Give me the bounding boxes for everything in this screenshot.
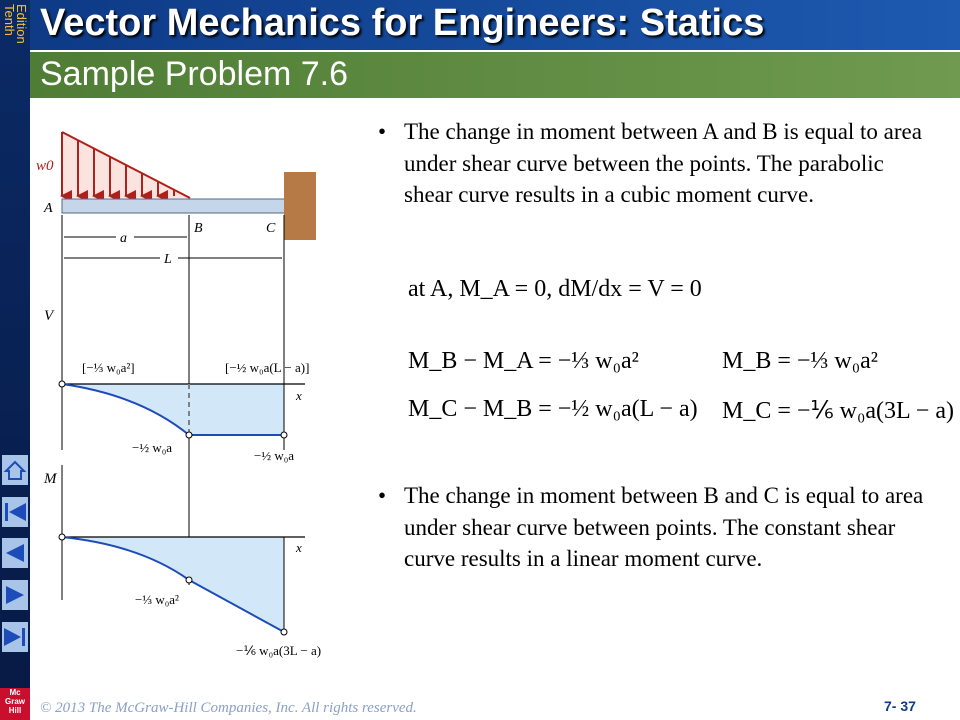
- home-icon: [2, 455, 28, 485]
- equation-2: M_B − M_A = −⅓ w₀a²: [408, 348, 639, 374]
- distributed-load: [62, 132, 190, 198]
- book-title: Vector Mechanics for Engineers: Statics: [40, 2, 765, 44]
- moment-c-label: −⅙ w₀a(3L − a): [236, 643, 322, 658]
- next-slide-icon: [2, 580, 28, 610]
- next-slide-button[interactable]: [2, 580, 28, 610]
- point-c-label: C: [266, 221, 276, 236]
- equation-4: M_C − M_B = −½ w₀a(L − a): [408, 396, 698, 422]
- logo-line-2: Graw: [4, 697, 25, 706]
- mcgraw-hill-logo: [0, 688, 30, 720]
- bullet-1: [378, 116, 938, 211]
- v-x-axis-label: x: [296, 388, 302, 403]
- equation-5: M_C = −⅙ w₀a(3L − a): [722, 398, 954, 424]
- dim-L-label: L: [164, 252, 172, 267]
- previous-slide-icon: [2, 538, 28, 568]
- sidebar: [0, 0, 30, 720]
- moment-b-label: −⅓ w₀a²: [135, 592, 179, 607]
- copyright-text: © 2013 The McGraw-Hill Companies, Inc. All rights reserved.: [40, 700, 417, 716]
- m-x-axis-label: x: [296, 540, 302, 555]
- edition-line-1: Tenth: [2, 4, 17, 36]
- area2-label: [−½ w₀a(L − a)]: [225, 360, 310, 375]
- last-slide-button[interactable]: [2, 622, 28, 652]
- slide-title: Sample Problem 7.6: [40, 55, 349, 93]
- bullet-marker: •: [378, 483, 387, 508]
- m-axis-label: M: [44, 471, 57, 487]
- equation-3: M_B = −⅓ w₀a²: [722, 348, 878, 374]
- point-b-label: B: [194, 221, 203, 236]
- moment-diagram: [43, 465, 321, 658]
- previous-slide-button[interactable]: [2, 538, 28, 568]
- equation-1: at A, M_A = 0, dM/dx = V = 0: [408, 276, 702, 302]
- w0-label: w0: [36, 158, 54, 174]
- header-bar: [30, 0, 960, 50]
- bullet-marker: •: [378, 119, 387, 144]
- home-button[interactable]: [2, 455, 28, 485]
- point-a-label: A: [44, 201, 53, 216]
- shear-b-label: −½ w₀a: [132, 440, 173, 455]
- beam-diagram: [30, 98, 370, 668]
- wall-support: [284, 172, 316, 240]
- subheader-bar: [30, 52, 960, 98]
- first-slide-icon: [2, 497, 28, 527]
- last-slide-icon: [2, 622, 28, 652]
- shear-c-label: −½ w₀a: [254, 448, 295, 463]
- dim-a-label: a: [120, 231, 127, 246]
- edition-label: [0, 0, 30, 70]
- logo-line-1: Mc: [9, 688, 21, 697]
- area1-label: [−⅓ w₀a²]: [82, 360, 135, 375]
- shear-diagram: [44, 300, 309, 463]
- beam: [62, 199, 300, 213]
- first-slide-button[interactable]: [2, 497, 28, 527]
- bullet-2-text: The change in moment between B and C is equal to area under shear curve between points. The constant shear curve results in a linear moment curve.: [404, 483, 924, 571]
- page-number: 7- 37: [884, 698, 916, 714]
- logo-line-3: Hill: [8, 706, 22, 715]
- edition-line-2: Edition: [14, 4, 29, 44]
- v-axis-label: V: [44, 308, 54, 324]
- bullet-2: [378, 480, 938, 575]
- bullet-1-text: The change in moment between A and B is equal to area under shear curve between the points. The parabolic shear curve results in a cubic moment curve.: [404, 119, 922, 207]
